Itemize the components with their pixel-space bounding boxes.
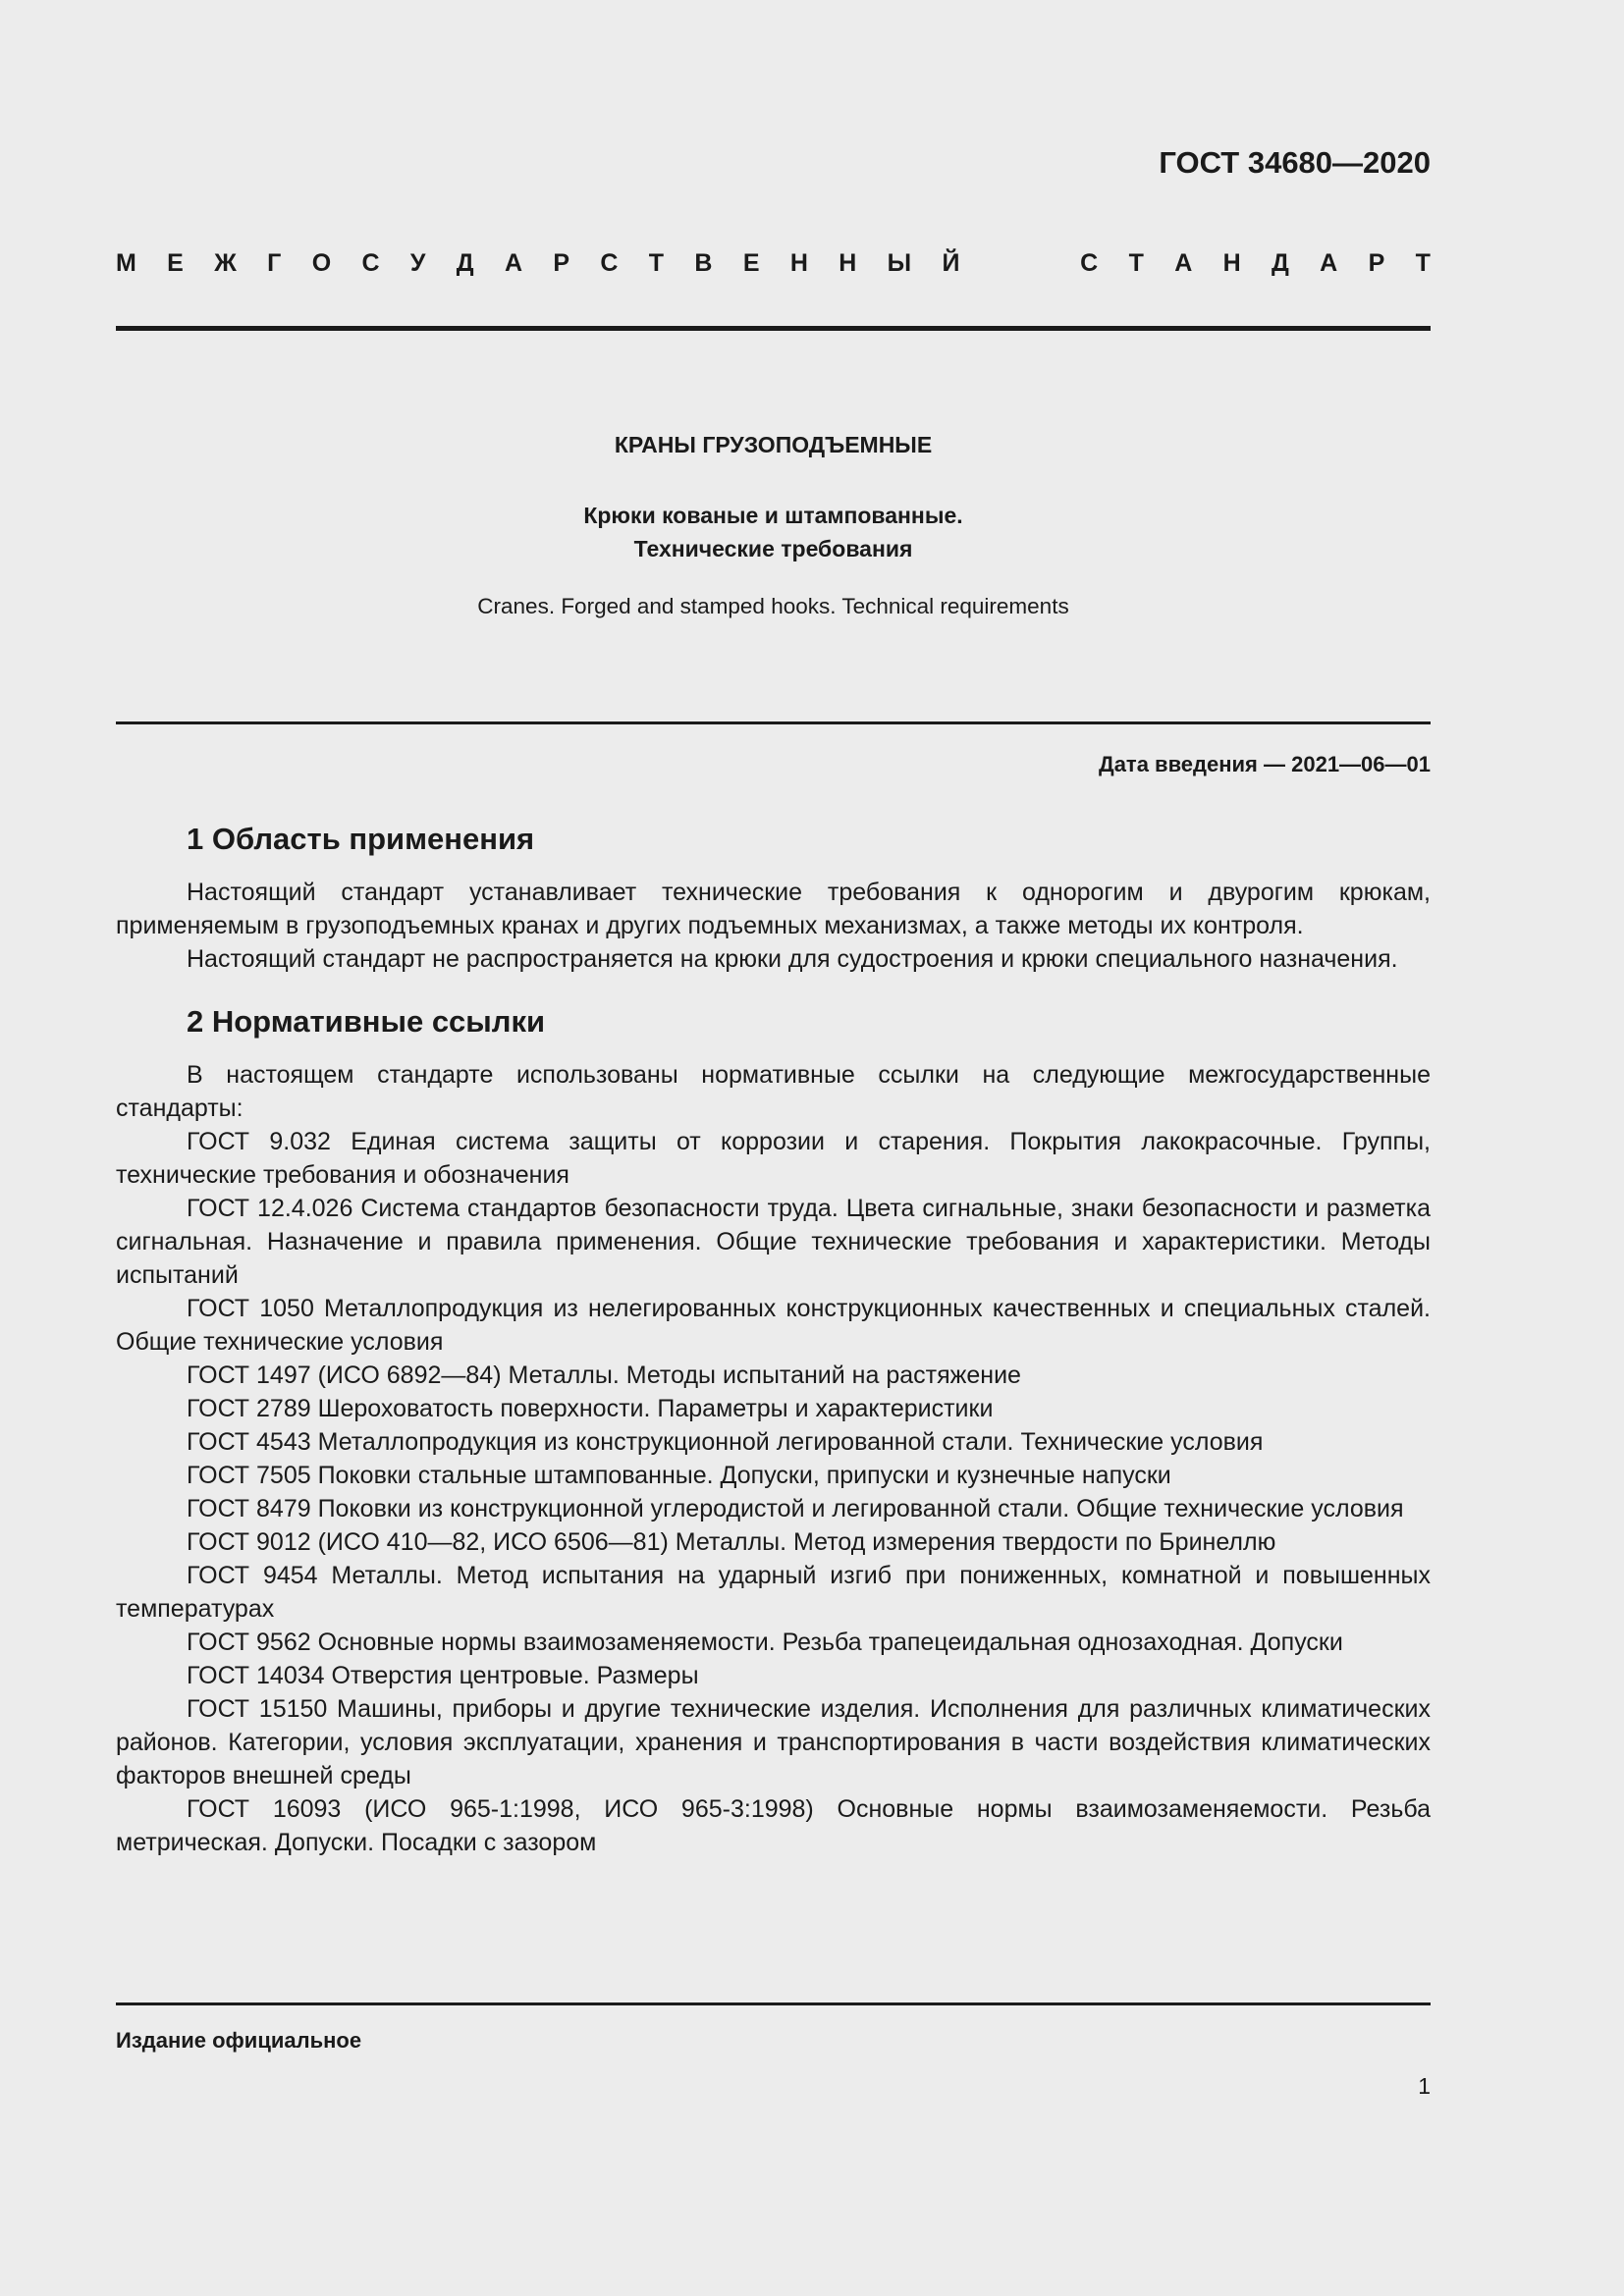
heading-word-gap — [991, 249, 1050, 278]
document-subtitle-line-1: Крюки кованые и штампованные. — [583, 503, 963, 528]
heading-letter: Е — [167, 249, 184, 277]
heading-letter: А — [1174, 249, 1193, 277]
heading-letter: Е — [742, 249, 760, 277]
heading-letter: О — [311, 249, 332, 277]
reference-entry: ГОСТ 1050 Металлопродукция из нелегированных конструкционных качественных и специальных сталей. Общие технические условия — [116, 1295, 1431, 1356]
heading-letter: У — [409, 249, 426, 277]
heading-letter: С — [361, 249, 380, 277]
document-subtitle-line-2: Технические требования — [633, 536, 913, 561]
heading-letter: Д — [1272, 249, 1289, 277]
reference-entry: ГОСТ 7505 Поковки стальные штампованные. Допуски, припуски и кузнечные напуски — [187, 1462, 1171, 1489]
section-title: 2 Нормативные ссылки — [187, 1004, 546, 1039]
paragraph: В настоящем стандарте использованы нормативные ссылки на следующие межгосударственные стандарты: — [116, 1061, 1431, 1122]
standard-type-heading — [116, 249, 1431, 278]
english-title: Cranes. Forged and stamped hooks. Technical requirements — [477, 594, 1069, 618]
heading-letter: Ж — [214, 249, 237, 277]
heading-letter: Ы — [887, 249, 912, 277]
heading-letter: Т — [1128, 249, 1144, 277]
reference-entry: ГОСТ 1497 (ИСО 6892—84) Металлы. Методы испытаний на растяжение — [187, 1362, 1021, 1389]
heading-letter: Й — [942, 249, 960, 277]
title-divider — [116, 721, 1431, 724]
document-number: ГОСТ 34680—2020 — [1159, 145, 1431, 180]
reference-entry: ГОСТ 8479 Поковки из конструкционной углеродистой и легированной стали. Общие технические условия — [187, 1495, 1404, 1522]
heading-letter: Т — [1415, 249, 1431, 277]
header-divider — [116, 326, 1431, 331]
heading-letter: Р — [1368, 249, 1385, 277]
heading-letter: Н — [1222, 249, 1241, 277]
heading-letter: А — [1320, 249, 1338, 277]
heading-letter: Т — [648, 249, 665, 277]
reference-entry: ГОСТ 16093 (ИСО 965-1:1998, ИСО 965-3:1998) Основные нормы взаимозаменяемости. Резьба метрическая. Допуски. Посадки с зазором — [116, 1795, 1431, 1856]
page-number: 1 — [1418, 2073, 1431, 2099]
heading-letter: В — [694, 249, 713, 277]
heading-letter: А — [504, 249, 523, 277]
heading-letter: С — [1080, 249, 1099, 277]
edition-note: Издание официальное — [116, 2028, 362, 2053]
reference-entry: ГОСТ 15150 Машины, приборы и другие технические изделия. Исполнения для различных климатических районов. Категории, условия эксплуатации, хранения и транспортирования в части воздействия климатических факторов внешней среды — [116, 1695, 1431, 1789]
body-text — [116, 815, 1431, 1859]
document-title: КРАНЫ ГРУЗОПОДЪЕМНЫЕ — [614, 432, 933, 457]
document-subtitle — [116, 499, 1431, 565]
paragraph: Настоящий стандарт не распространяется на крюки для судостроения и крюки специального назначения. — [187, 945, 1398, 973]
paragraph: Настоящий стандарт устанавливает технические требования к однорогим и двурогим крюкам, применяемым в грузоподъемных кранах и других подъемных механизмах, а также методы их контроля. — [116, 879, 1431, 939]
reference-entry: ГОСТ 2789 Шероховатость поверхности. Параметры и характеристики — [187, 1395, 994, 1422]
reference-entry: ГОСТ 4543 Металлопродукция из конструкционной легированной стали. Технические условия — [187, 1428, 1264, 1456]
footer-divider — [116, 2002, 1431, 2005]
heading-letter: Г — [267, 249, 282, 277]
reference-entry: ГОСТ 14034 Отверстия центровые. Размеры — [187, 1662, 699, 1689]
introduction-date: Дата введения — 2021—06—01 — [1099, 752, 1431, 776]
reference-entry: ГОСТ 12.4.026 Система стандартов безопасности труда. Цвета сигнальные, знаки безопасности и разметка сигнальная. Назначение и правила применения. Общие технические требования и характеристики. Методы испытаний — [116, 1195, 1431, 1289]
heading-letter: Н — [839, 249, 857, 277]
section-title: 1 Область применения — [187, 822, 535, 856]
heading-letter: Р — [553, 249, 570, 277]
reference-entry: ГОСТ 9.032 Единая система защиты от коррозии и старения. Покрытия лакокрасочные. Группы, технические требования и обозначения — [116, 1128, 1431, 1189]
heading-letter: М — [116, 249, 136, 277]
reference-entry: ГОСТ 9012 (ИСО 410—82, ИСО 6506—81) Металлы. Метод измерения твердости по Бринеллю — [187, 1528, 1276, 1556]
heading-letter: С — [600, 249, 619, 277]
heading-letter: Н — [789, 249, 808, 277]
reference-entry: ГОСТ 9454 Металлы. Метод испытания на ударный изгиб при пониженных, комнатной и повышенных температурах — [116, 1562, 1431, 1623]
heading-letter: Д — [456, 249, 474, 277]
reference-entry: ГОСТ 9562 Основные нормы взаимозаменяемости. Резьба трапецеидальная однозаходная. Допуски — [187, 1629, 1343, 1656]
